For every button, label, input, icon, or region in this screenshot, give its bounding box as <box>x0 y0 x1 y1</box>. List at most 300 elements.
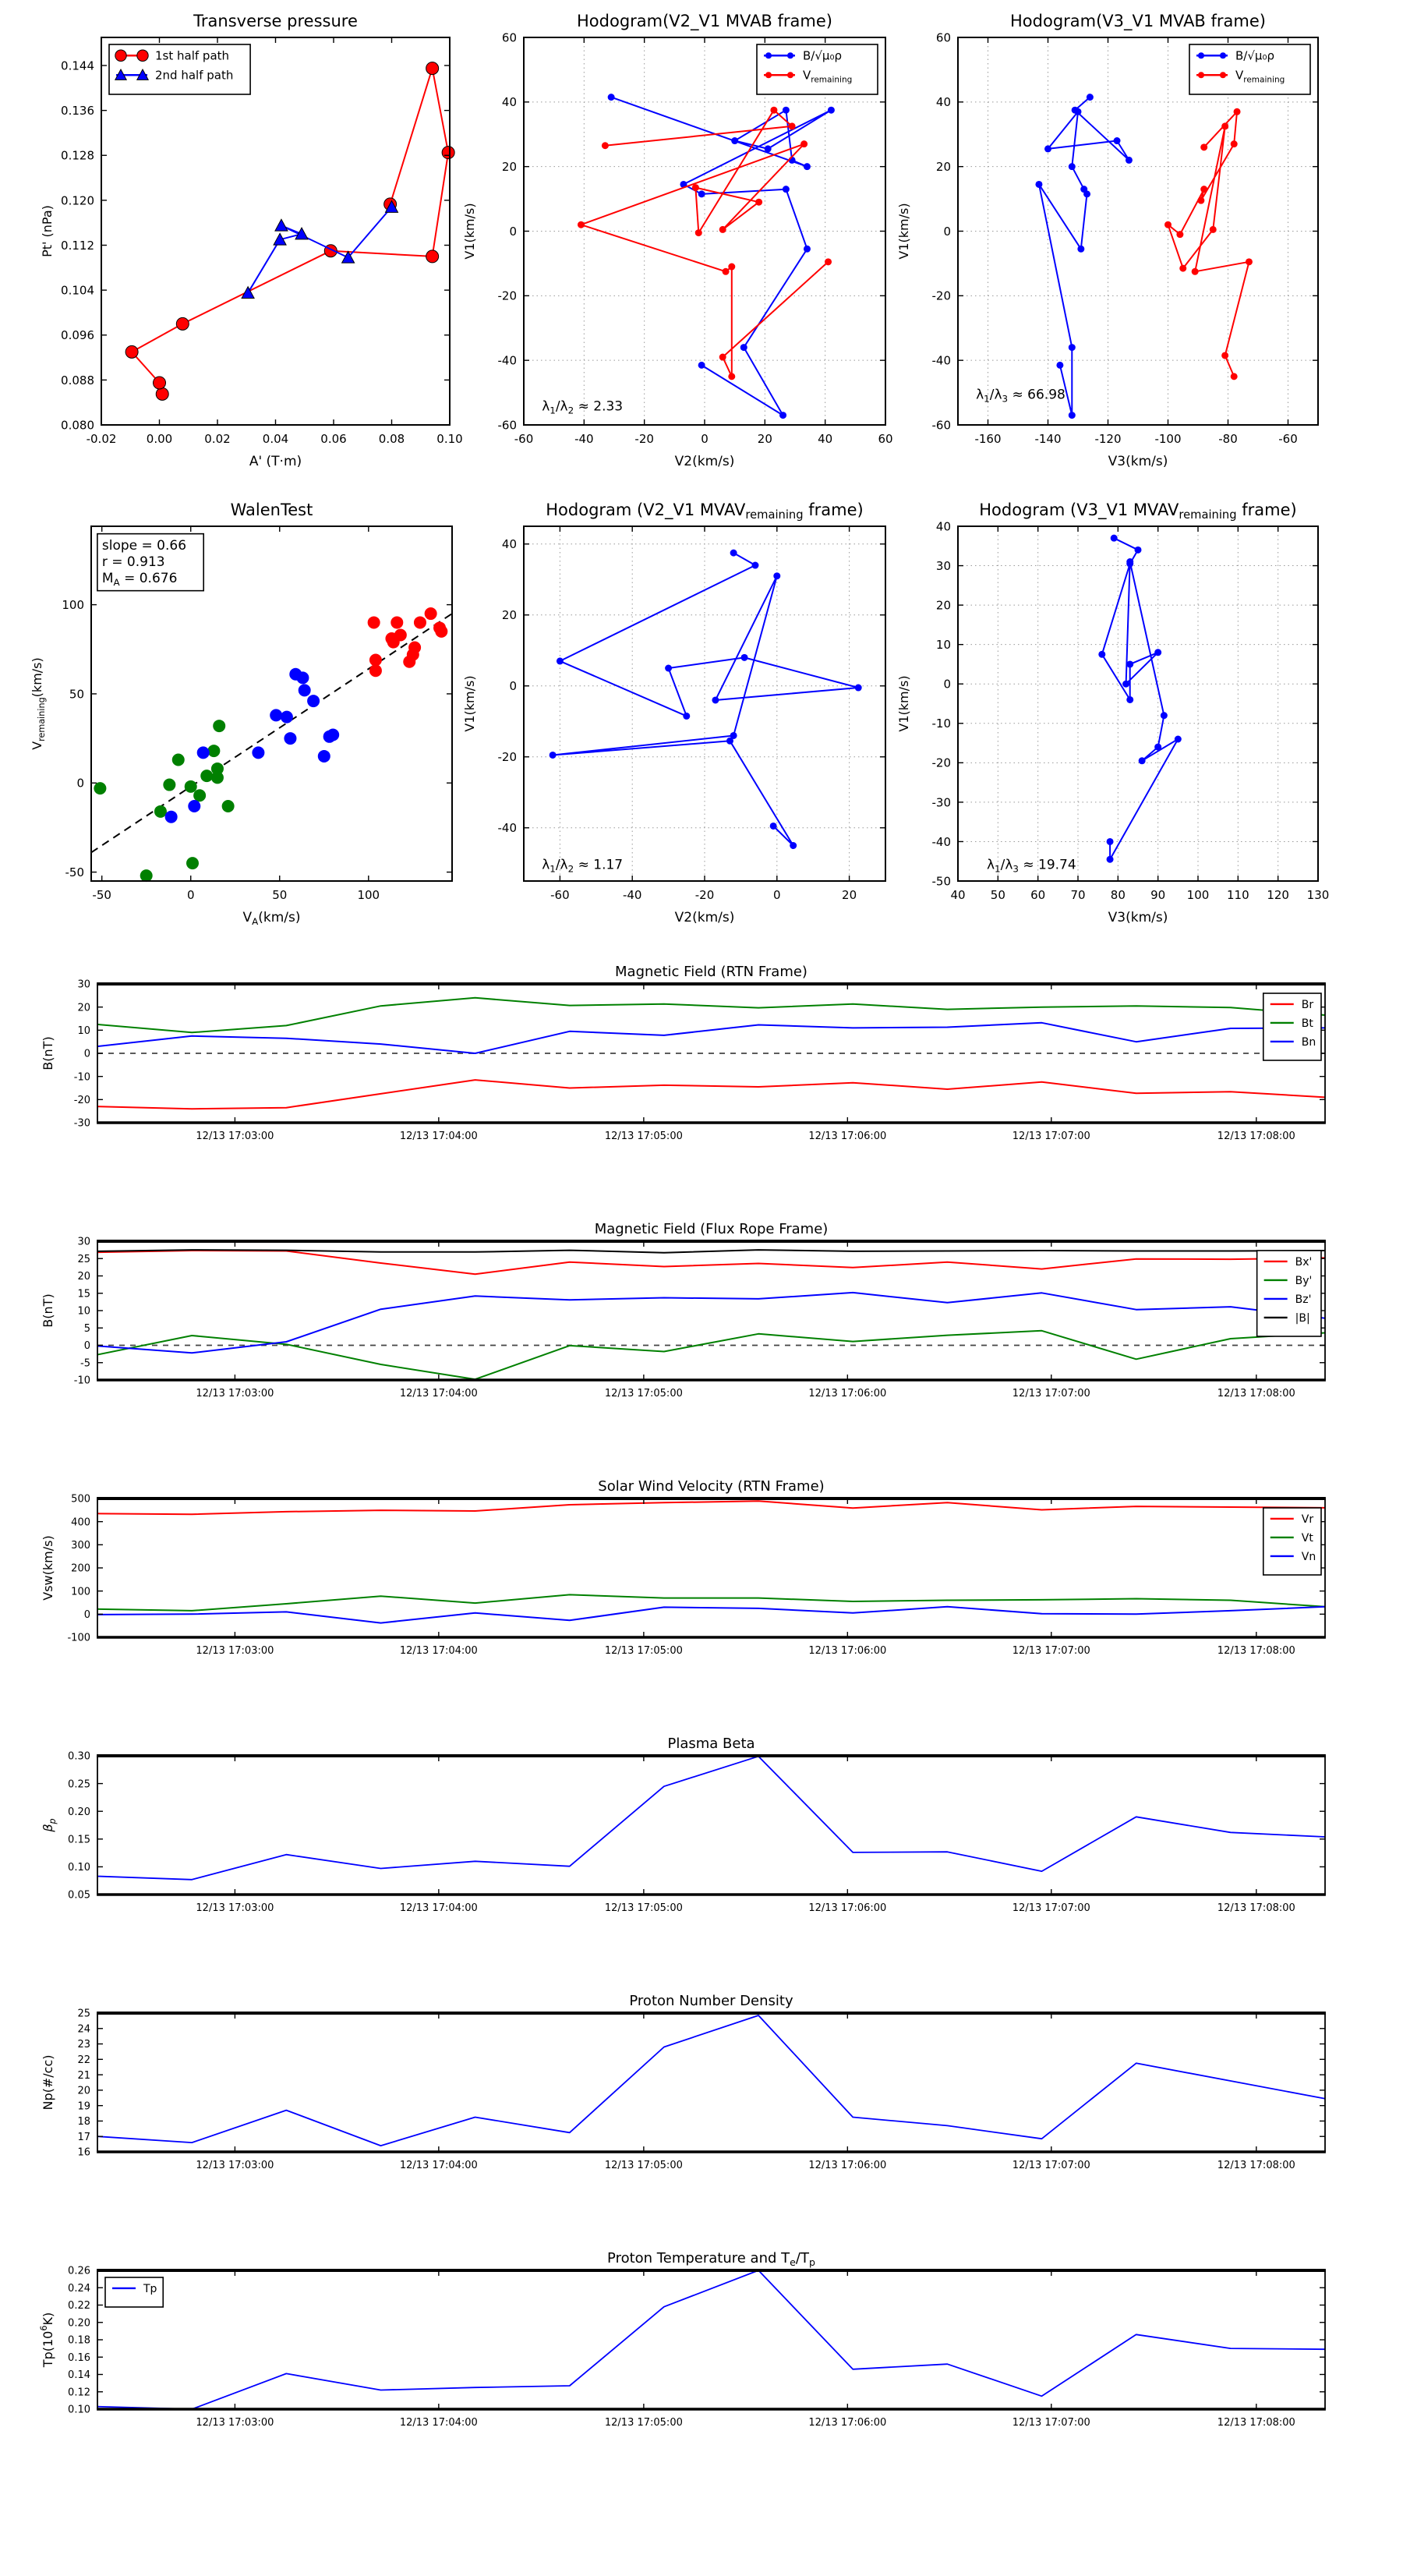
panel-title: WalenTest <box>230 501 313 519</box>
axes-background <box>97 1756 1325 1895</box>
y-tick-label: 0.15 <box>68 1834 90 1846</box>
y-tick-label: 19 <box>77 2100 90 2113</box>
y-axis-label: $Tp(10^6K)$ <box>39 2312 55 2368</box>
dot-marker <box>828 107 835 114</box>
y-tick-label: 100 <box>71 1586 90 1598</box>
y-tick-label: 0 <box>509 679 517 694</box>
x-tick-label: 0 <box>773 888 781 902</box>
x-tick-label: 12/13 17:06:00 <box>808 1902 887 1914</box>
dot-marker <box>1077 246 1084 253</box>
annotation-text: $\lambda_1/\lambda_3 \approx 66.98$ <box>976 387 1066 405</box>
dot-marker <box>318 750 330 763</box>
y-tick-label: 0.112 <box>61 238 94 253</box>
y-tick-label: -20 <box>73 1095 90 1107</box>
x-tick-label: -60 <box>1278 432 1298 446</box>
dot-marker <box>1107 856 1114 863</box>
x-tick-label: 12/13 17:05:00 <box>604 1645 683 1657</box>
dot-marker <box>284 732 296 745</box>
y-tick-label: 100 <box>62 598 84 613</box>
dot-marker <box>1126 660 1133 667</box>
legend <box>1263 1508 1321 1575</box>
dot-marker <box>804 246 811 253</box>
dot-marker <box>1069 412 1076 419</box>
dot-marker <box>200 770 213 782</box>
dot-marker <box>608 94 615 101</box>
dot-marker <box>765 145 772 152</box>
x-tick-label: 40 <box>818 432 833 446</box>
x-tick-label: 0.00 <box>146 432 173 446</box>
y-tick-label: -10 <box>73 1071 90 1084</box>
annotation-text: $M_A = 0.676$ <box>101 571 178 589</box>
y-tick-label: 0.16 <box>68 2351 90 2364</box>
circle-marker <box>426 250 439 263</box>
dot-marker <box>695 229 702 236</box>
dot-marker <box>779 412 786 419</box>
x-tick-label: 50 <box>990 888 1005 902</box>
y-tick-label: 20 <box>77 1002 90 1014</box>
y-tick-label: 40 <box>501 95 517 110</box>
dot-marker <box>751 562 758 569</box>
x-tick-label: 0.10 <box>436 432 463 446</box>
dot-marker <box>1098 651 1105 658</box>
y-tick-label: -20 <box>931 288 951 303</box>
x-tick-label: -60 <box>514 432 534 446</box>
legend-item-label: Bt <box>1301 1017 1313 1030</box>
dot-marker <box>1221 352 1228 359</box>
x-tick-label: 12/13 17:08:00 <box>1217 2417 1295 2429</box>
y-tick-label: -60 <box>497 418 517 433</box>
x-tick-label: -50 <box>92 888 111 902</box>
legend-item-label: B/√μ₀ρ <box>803 48 842 63</box>
y-tick-label: 0.080 <box>61 418 94 433</box>
panel-title: Hodogram(V3_V1 MVAB frame) <box>1010 12 1266 30</box>
y-tick-label: -60 <box>931 418 951 433</box>
x-tick-label: -160 <box>974 432 1002 446</box>
x-tick-label: 12/13 17:06:00 <box>808 1645 887 1657</box>
legend <box>1257 1251 1321 1336</box>
y-tick-label: 18 <box>77 2116 90 2128</box>
y-tick-label: 0.20 <box>68 1806 90 1818</box>
x-tick-label: 12/13 17:08:00 <box>1217 2160 1295 2171</box>
y-tick-label: -20 <box>497 288 517 303</box>
axes-background <box>97 1241 1325 1380</box>
y-tick-label: 0.096 <box>61 328 94 343</box>
x-tick-label: -120 <box>1094 432 1122 446</box>
dot-marker <box>719 354 726 361</box>
x-tick-label: 12/13 17:04:00 <box>399 2417 478 2429</box>
dot-marker <box>770 823 777 830</box>
dot-marker <box>172 754 185 766</box>
panel-title: Transverse pressure <box>193 12 358 30</box>
y-tick-label: 0 <box>83 1340 90 1353</box>
dot-marker <box>728 264 735 271</box>
y-tick-label: -10 <box>73 1375 90 1387</box>
x-tick-label: 12/13 17:05:00 <box>604 1131 683 1142</box>
dot-marker <box>1198 52 1204 58</box>
dot-marker <box>1200 186 1207 193</box>
legend <box>109 44 250 94</box>
legend <box>1189 44 1310 94</box>
axes-background <box>958 526 1318 881</box>
legend <box>757 44 878 94</box>
dot-marker <box>602 142 609 149</box>
x-tick-label: 12/13 17:06:00 <box>808 2160 887 2171</box>
legend-item-label: Tp <box>143 2282 157 2295</box>
dot-marker <box>94 782 106 794</box>
y-tick-label: 30 <box>77 1236 90 1248</box>
x-tick-label: 60 <box>1030 888 1046 902</box>
dot-marker <box>1221 122 1228 129</box>
x-tick-label: 12/13 17:04:00 <box>399 1388 478 1399</box>
x-tick-label: -80 <box>1218 432 1238 446</box>
dot-marker <box>1069 344 1076 351</box>
dot-marker <box>222 800 235 812</box>
dot-marker <box>800 140 808 147</box>
x-tick-label: 12/13 17:03:00 <box>196 1388 274 1399</box>
x-tick-label: 12/13 17:07:00 <box>1012 1645 1090 1657</box>
x-tick-label: 0.06 <box>320 432 347 446</box>
x-tick-label: 20 <box>842 888 857 902</box>
y-axis-label: $V_{remaining}(km/s)$ <box>30 657 47 750</box>
dot-marker <box>578 221 585 228</box>
dot-marker <box>1231 373 1238 380</box>
y-tick-label: 25 <box>77 2008 90 2020</box>
x-tick-label: 12/13 17:03:00 <box>196 2417 274 2429</box>
y-tick-label: 16 <box>77 2146 90 2159</box>
x-tick-label: 0 <box>701 432 709 446</box>
panel-title: Hodogram(V2_V1 MVAB frame) <box>577 12 832 30</box>
x-tick-label: 12/13 17:05:00 <box>604 1388 683 1399</box>
dot-marker <box>1154 744 1161 751</box>
legend <box>105 2277 163 2307</box>
plot-proton-temperature <box>39 2250 1326 2429</box>
dot-marker <box>165 811 178 823</box>
dot-marker <box>783 186 790 193</box>
x-tick-label: -40 <box>574 432 594 446</box>
dot-marker <box>698 362 705 369</box>
y-tick-label: 0.05 <box>68 1889 90 1902</box>
x-tick-label: 60 <box>878 432 893 446</box>
y-tick-label: 40 <box>935 519 951 534</box>
y-tick-label: 0.104 <box>61 283 94 298</box>
y-tick-label: -100 <box>67 1632 90 1644</box>
y-tick-label: -20 <box>497 750 517 765</box>
plot-walen-test <box>30 501 453 927</box>
dot-marker <box>163 779 175 791</box>
dot-marker <box>391 616 403 628</box>
y-tick-label: 0 <box>943 224 951 239</box>
dot-marker <box>1231 140 1238 147</box>
x-tick-label: 12/13 17:07:00 <box>1012 1388 1090 1399</box>
x-tick-label: 12/13 17:04:00 <box>399 1645 478 1657</box>
x-tick-label: 0.04 <box>262 432 289 446</box>
legend-item-label: B/√μ₀ρ <box>1235 48 1274 63</box>
dot-marker <box>1075 108 1082 115</box>
x-tick-label: 12/13 17:05:00 <box>604 2160 683 2171</box>
dot-marker <box>755 199 762 206</box>
legend-item-label: Vr <box>1301 1513 1314 1526</box>
y-tick-label: 17 <box>77 2131 90 2143</box>
dot-marker <box>1135 547 1142 554</box>
dot-marker <box>665 665 672 672</box>
y-tick-label: 0 <box>509 224 517 239</box>
y-tick-label: 0.22 <box>68 2300 90 2312</box>
dot-marker <box>327 729 339 741</box>
x-axis-label: V2(km/s) <box>674 910 735 925</box>
dot-marker <box>1114 137 1121 144</box>
x-tick-label: 80 <box>1110 888 1126 902</box>
y-axis-label: Vsw(km/s) <box>41 1535 55 1601</box>
circle-marker <box>154 377 166 389</box>
x-tick-label: 12/13 17:07:00 <box>1012 1131 1090 1142</box>
panel-title: Hodogram (V2_V1 MVAVremaining frame) <box>546 501 864 522</box>
x-tick-label: 12/13 17:06:00 <box>808 2417 887 2429</box>
dot-marker <box>557 657 564 664</box>
dot-marker <box>1197 197 1204 204</box>
dot-marker <box>825 258 832 265</box>
y-tick-label: 20 <box>77 2085 90 2097</box>
y-tick-label: 30 <box>935 558 951 573</box>
dot-marker <box>188 800 200 812</box>
x-tick-label: -0.02 <box>86 432 117 446</box>
x-tick-label: -60 <box>550 888 570 902</box>
dot-marker <box>740 344 747 351</box>
dot-marker <box>1161 712 1168 719</box>
y-tick-label: -30 <box>73 1117 90 1130</box>
y-tick-label: -50 <box>931 874 951 889</box>
y-tick-label: 0.24 <box>68 2282 90 2295</box>
plot-plasma-beta <box>41 1736 1326 1914</box>
y-tick-label: 0.144 <box>61 58 94 73</box>
legend-item-label: By' <box>1295 1274 1313 1287</box>
annotation-text: $\lambda_1/\lambda_3 \approx 19.74$ <box>986 857 1076 875</box>
legend-item-label: Bz' <box>1295 1293 1312 1306</box>
y-axis-label: V1(km/s) <box>896 675 911 732</box>
x-tick-label: 12/13 17:06:00 <box>808 1388 887 1399</box>
dot-marker <box>1220 52 1226 58</box>
dot-marker <box>296 671 309 684</box>
x-tick-label: 90 <box>1150 888 1166 902</box>
x-tick-label: 50 <box>272 888 288 902</box>
x-tick-label: 12/13 17:07:00 <box>1012 1902 1090 1914</box>
legend-item-label: Vn <box>1301 1550 1316 1563</box>
dot-marker <box>207 745 220 757</box>
dot-marker <box>787 72 793 78</box>
y-tick-label: 0 <box>76 776 84 791</box>
panel-title: Magnetic Field (Flux Rope Frame) <box>594 1221 829 1237</box>
y-tick-label: 0.10 <box>68 1862 90 1874</box>
dot-marker <box>730 550 737 557</box>
y-tick-label: 21 <box>77 2069 90 2082</box>
legend-item-label: $V_{remaining}$ <box>1235 68 1285 85</box>
circle-marker <box>115 50 126 61</box>
dot-marker <box>299 684 311 696</box>
circle-marker <box>137 50 148 61</box>
plot-magnetic-field-rtn <box>41 964 1326 1142</box>
dot-marker <box>765 72 772 78</box>
y-tick-label: 0.088 <box>61 373 94 387</box>
dot-marker <box>1210 226 1217 233</box>
x-tick-label: 12/13 17:04:00 <box>399 1902 478 1914</box>
y-tick-label: 0 <box>83 1048 90 1060</box>
y-tick-label: 400 <box>71 1516 90 1529</box>
x-axis-label: A' (T·m) <box>249 454 302 469</box>
x-tick-label: 0.08 <box>378 432 405 446</box>
legend <box>1263 993 1321 1060</box>
legend-item-label: Vt <box>1301 1531 1313 1545</box>
y-tick-label: -20 <box>931 755 951 770</box>
y-tick-label: 0.136 <box>61 104 94 119</box>
legend-item-label: 1st half path <box>155 48 230 63</box>
dot-marker <box>252 746 264 759</box>
y-tick-label: 40 <box>501 537 517 552</box>
x-tick-label: 12/13 17:04:00 <box>399 2160 478 2171</box>
y-tick-label: 10 <box>77 1305 90 1318</box>
y-tick-label: -5 <box>80 1357 90 1370</box>
x-tick-label: 70 <box>1070 888 1086 902</box>
x-tick-label: -40 <box>622 888 642 902</box>
y-tick-label: -40 <box>931 834 951 849</box>
x-tick-label: 12/13 17:03:00 <box>196 1645 274 1657</box>
dot-marker <box>1035 181 1042 188</box>
dot-marker <box>185 780 197 793</box>
y-tick-label: 0 <box>943 677 951 692</box>
y-tick-label: 30 <box>77 978 90 991</box>
panel-title: Magnetic Field (RTN Frame) <box>615 964 808 980</box>
y-axis-label: V1(km/s) <box>462 675 477 732</box>
dot-marker <box>414 616 426 628</box>
dot-marker <box>741 654 748 661</box>
y-tick-label: 20 <box>501 608 517 623</box>
x-tick-label: 12/13 17:04:00 <box>399 1131 478 1142</box>
y-tick-label: 20 <box>501 160 517 175</box>
dot-marker <box>186 857 199 869</box>
plot-transverse-pressure <box>40 12 463 469</box>
x-tick-label: 12/13 17:08:00 <box>1217 1131 1295 1142</box>
y-axis-label: Pt' (nPa) <box>40 205 55 257</box>
y-tick-label: 20 <box>77 1271 90 1283</box>
x-tick-label: -20 <box>694 888 715 902</box>
x-tick-label: 100 <box>357 888 380 902</box>
y-tick-label: 0.26 <box>68 2265 90 2277</box>
y-tick-label: 23 <box>77 2039 90 2051</box>
x-tick-label: 12/13 17:03:00 <box>196 2160 274 2171</box>
dot-marker <box>765 52 772 58</box>
plot-solar-wind-velocity <box>41 1478 1326 1657</box>
circle-marker <box>156 387 168 400</box>
dot-marker <box>1246 258 1253 265</box>
plot-proton-number-density <box>41 1993 1326 2171</box>
dot-marker <box>1220 72 1226 78</box>
circle-marker <box>426 62 439 75</box>
dot-marker <box>394 628 407 641</box>
legend-item-label: |B| <box>1295 1311 1310 1325</box>
dot-marker <box>692 184 699 191</box>
dot-marker <box>154 805 167 818</box>
circle-marker <box>176 317 189 330</box>
y-tick-label: 500 <box>71 1493 90 1506</box>
dot-marker <box>1139 757 1146 764</box>
y-tick-label: -50 <box>65 865 84 879</box>
legend-item-label: 2nd half path <box>155 68 234 83</box>
y-axis-label: B(nT) <box>41 1036 55 1070</box>
plot-hodogram-v2v1-mvav <box>462 501 886 925</box>
panel-title: Solar Wind Velocity (RTN Frame) <box>598 1478 825 1495</box>
dot-marker <box>1126 558 1133 565</box>
dot-marker <box>1154 649 1161 656</box>
dot-marker <box>1044 145 1051 152</box>
x-tick-label: 12/13 17:03:00 <box>196 1131 274 1142</box>
y-tick-label: 24 <box>77 2023 90 2036</box>
y-tick-label: 40 <box>935 95 951 110</box>
dot-marker <box>307 695 320 707</box>
y-tick-label: -40 <box>931 353 951 368</box>
x-axis-label: V3(km/s) <box>1108 910 1168 925</box>
legend-item-label: Br <box>1301 998 1314 1011</box>
y-tick-label: 200 <box>71 1562 90 1575</box>
y-tick-label: -40 <box>497 821 517 836</box>
dot-marker <box>726 738 733 745</box>
dot-marker <box>1164 221 1172 228</box>
dot-marker <box>270 709 282 721</box>
dot-marker <box>1234 108 1241 115</box>
dot-marker <box>855 685 862 692</box>
axes-background <box>97 1499 1325 1637</box>
circle-marker <box>442 147 454 159</box>
x-tick-label: 12/13 17:08:00 <box>1217 1388 1295 1399</box>
annotation-text: slope = 0.66 <box>101 538 187 554</box>
y-tick-label: 0.25 <box>68 1778 90 1791</box>
dot-marker <box>1087 94 1094 101</box>
dot-marker <box>369 653 382 666</box>
y-axis-label: $\beta_p$ <box>41 1818 58 1832</box>
dot-marker <box>435 625 447 638</box>
y-tick-label: 0 <box>83 1609 90 1622</box>
x-tick-label: -20 <box>634 432 654 446</box>
legend-item-label: Bx' <box>1295 1255 1313 1269</box>
x-tick-label: 0.02 <box>204 432 231 446</box>
y-axis-label: Np(#/cc) <box>41 2054 55 2111</box>
dot-marker <box>1107 838 1114 845</box>
dot-marker <box>1126 696 1133 703</box>
x-tick-label: 12/13 17:08:00 <box>1217 1902 1295 1914</box>
x-tick-label: 12/13 17:07:00 <box>1012 2417 1090 2429</box>
dot-marker <box>728 373 735 380</box>
y-tick-label: -10 <box>931 717 951 731</box>
x-tick-label: 110 <box>1227 888 1249 902</box>
plot-hodogram-v2v1-mvab <box>462 12 893 469</box>
dot-marker <box>140 869 153 882</box>
legend-item-label: Bn <box>1301 1035 1316 1049</box>
x-tick-label: -140 <box>1034 432 1062 446</box>
dot-marker <box>783 107 790 114</box>
x-tick-label: 130 <box>1306 888 1330 902</box>
x-tick-label: 12/13 17:06:00 <box>808 1131 887 1142</box>
y-tick-label: 22 <box>77 2054 90 2067</box>
dot-marker <box>1111 535 1118 542</box>
dot-marker <box>789 122 796 129</box>
plot-magnetic-field-flux-rope <box>41 1221 1326 1399</box>
annotation-text: $\lambda_1/\lambda_2 \approx 1.17$ <box>542 857 624 875</box>
y-tick-label: 0.14 <box>68 2369 90 2382</box>
y-tick-label: 10 <box>935 638 951 653</box>
x-axis-label: V2(km/s) <box>674 454 735 469</box>
x-tick-label: 100 <box>1186 888 1210 902</box>
legend-item-label: $V_{remaining}$ <box>803 68 853 85</box>
y-tick-label: 0.120 <box>61 193 94 208</box>
dot-marker <box>425 607 437 620</box>
annotation-text: $\lambda_1/\lambda_2 \approx 2.33$ <box>542 398 624 416</box>
